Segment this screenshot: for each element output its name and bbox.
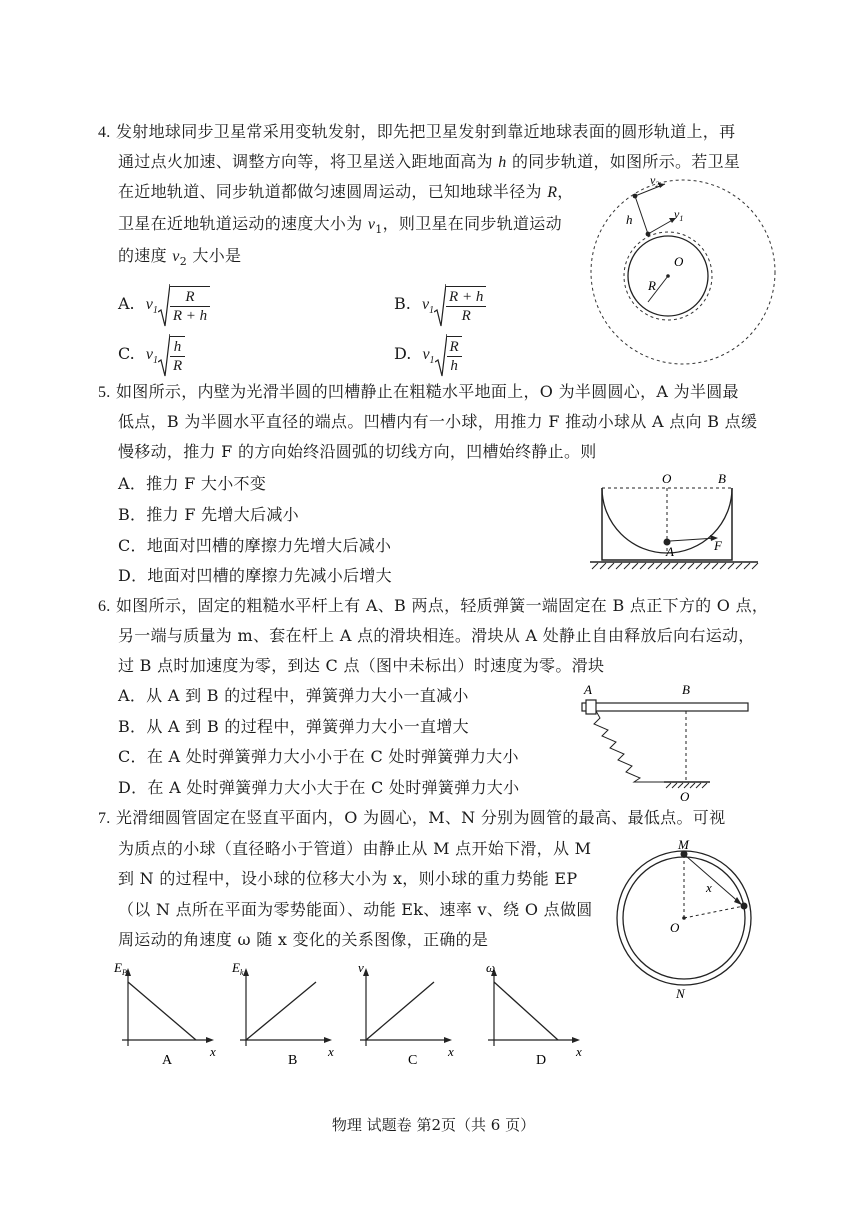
q7-line-5: 周运动的角速度 ω 随 x 变化的关系图像，正确的是 [118,930,489,949]
displacement-arrow [686,856,741,904]
q4-line-2: 通过点火加速、调整方向等，将卫星送入距地面高为 h 的同步轨道，如图所示。若卫星 [118,152,741,171]
height-line [635,196,648,234]
q5-line-1: 5. 如图所示，内壁为光滑半圆的凹槽静止在粗糙水平地面上，O 为半圆圆心，A 为半圆最 [98,382,739,401]
slider-block [586,700,596,714]
x-label: x [328,1044,334,1059]
graph-line [494,982,558,1040]
ground-hatch [592,563,758,569]
q4-line-4: 卫星在近地轨道运动的速度大小为 $v_1$，则卫星在同步轨道运动 [118,214,562,237]
option-label: A [162,1053,173,1068]
q4-option-d: D. $v_1$ $\frac{R}{h}$ [394,334,462,375]
A-label: A [666,544,674,559]
q6-option-c: C．在 A 处时弹簧弹力大小小于在 C 处时弹簧弹力大小 [118,747,519,766]
q7-line-3: 到 N 的过程中，设小球的位移大小为 x，则小球的重力势能 EP [118,869,578,888]
q5-option-a: A．推力 F 大小不变 [118,474,267,493]
q7-line-1: 7. 光滑细圆管固定在竖直平面内，O 为圆心，M、N 分别为圆管的最高、最低点。可视 [98,808,726,827]
q4-line-1: 4. 发射地球同步卫星常采用变轨发射，即先把卫星发射到靠近地球表面的圆形轨道上，再 [98,122,736,141]
q6-option-a: A．从 A 到 B 的过程中，弹簧弹力大小一直减小 [118,686,469,705]
q6-line-3: 过 B 点时加速度为零，到达 C 点（图中未标出）时速度为零。滑块 [118,656,605,675]
radius-dashed [684,906,744,918]
q5-option-b: B．推力 F 先增大后减小 [118,505,299,524]
O-label: O [670,920,680,935]
q5-groove-figure [586,470,762,580]
B-label: B [682,682,690,697]
q5-option-c: C．地面对凹槽的摩擦力先增大后减小 [118,536,392,555]
force-arrow [670,538,716,541]
q4-option-b: B. $v_1$ $\frac{R + h}{R}$ [394,284,486,325]
q4-line-5: 的速度 $v_2$ 大小是 [118,246,242,269]
q5-line-3: 慢移动，推力 F 的方向始终沿圆弧的切线方向，凹槽始终静止。则 [118,442,597,461]
q5-option-d: D．地面对凹槽的摩擦力先减小后增大 [118,566,392,585]
q4-option-c: C. $v_1$ $\frac{h}{R}$ [118,334,185,375]
q7-line-4: （以 N 点所在平面为零势能面）、动能 Ek、速率 v、绕 O 点做圆 [118,900,593,919]
v1-label: $v_1$ [674,207,684,223]
spring [594,711,686,782]
y-label: $E_k$ [232,960,244,977]
option-label: D [536,1053,547,1068]
q6-option-d: D．在 A 处时弹簧弹力大小大于在 C 处时弹簧弹力大小 [118,778,520,797]
q4-line-3: 在近地轨道、同步轨道都做匀速圆周运动，已知地球半径为 R， [118,182,574,201]
q6-line-1: 6. 如图所示，固定的粗糙水平杆上有 A、B 两点，轻质弹簧一端固定在 B 点正下方的 O 点， [98,596,769,615]
R-label: R [648,278,656,293]
y-label: ω [486,960,496,975]
q7-line-2: 为质点的小球（直径略小于管道）由静止从 M 点开始下滑，从 M [118,839,592,858]
v2-label: $v_2$ [650,173,660,189]
graph-line [128,982,196,1040]
h-label: h [626,212,633,227]
q7-graph-d [478,960,594,1072]
ball-position [741,903,748,910]
B-label: B [718,471,726,486]
N-label: N [676,986,685,1000]
graph-line [366,982,434,1040]
q5-line-2: 低点，B 为半圆水平直径的端点。凹槽内有一小球，用推力 F 推动小球从 A 点向 B 点缓 [118,412,758,431]
horizontal-rod [582,703,748,711]
x-label: x [706,880,712,895]
page-footer: 物理 试题卷 第2页（共 6 页） [331,1116,536,1134]
q4-option-a: A. $v_1$ $\frac{R}{R + h}$ [118,284,210,325]
A-label: A [584,682,592,697]
option-label: B [288,1053,298,1068]
M-label: M [678,837,689,852]
synchronous-orbit [591,180,775,364]
x-label: x [210,1044,216,1059]
y-label: v [358,960,364,975]
x-label: x [448,1044,454,1059]
y-label: $E_P$ [114,960,127,977]
F-label: F [714,538,722,553]
O-label: O [674,254,684,269]
x-label: x [576,1044,582,1059]
option-label: C [408,1053,418,1068]
q7-graph-c [350,960,466,1072]
O-label: O [662,471,672,486]
O-label: O [680,789,690,804]
q6-option-b: B．从 A 到 B 的过程中，弹簧弹力大小一直增大 [118,717,469,736]
q4-orbit-figure [590,172,780,372]
q7-tube-figure [610,836,770,1000]
q6-spring-figure [568,678,758,804]
q7-graph-a [112,960,228,1072]
q7-graph-b [230,960,346,1072]
graph-line [246,982,316,1040]
q6-line-2: 另一端与质量为 m、套在杆上 A 点的滑块相连。滑块从 A 处静止自由释放后向右运动， [118,626,755,645]
